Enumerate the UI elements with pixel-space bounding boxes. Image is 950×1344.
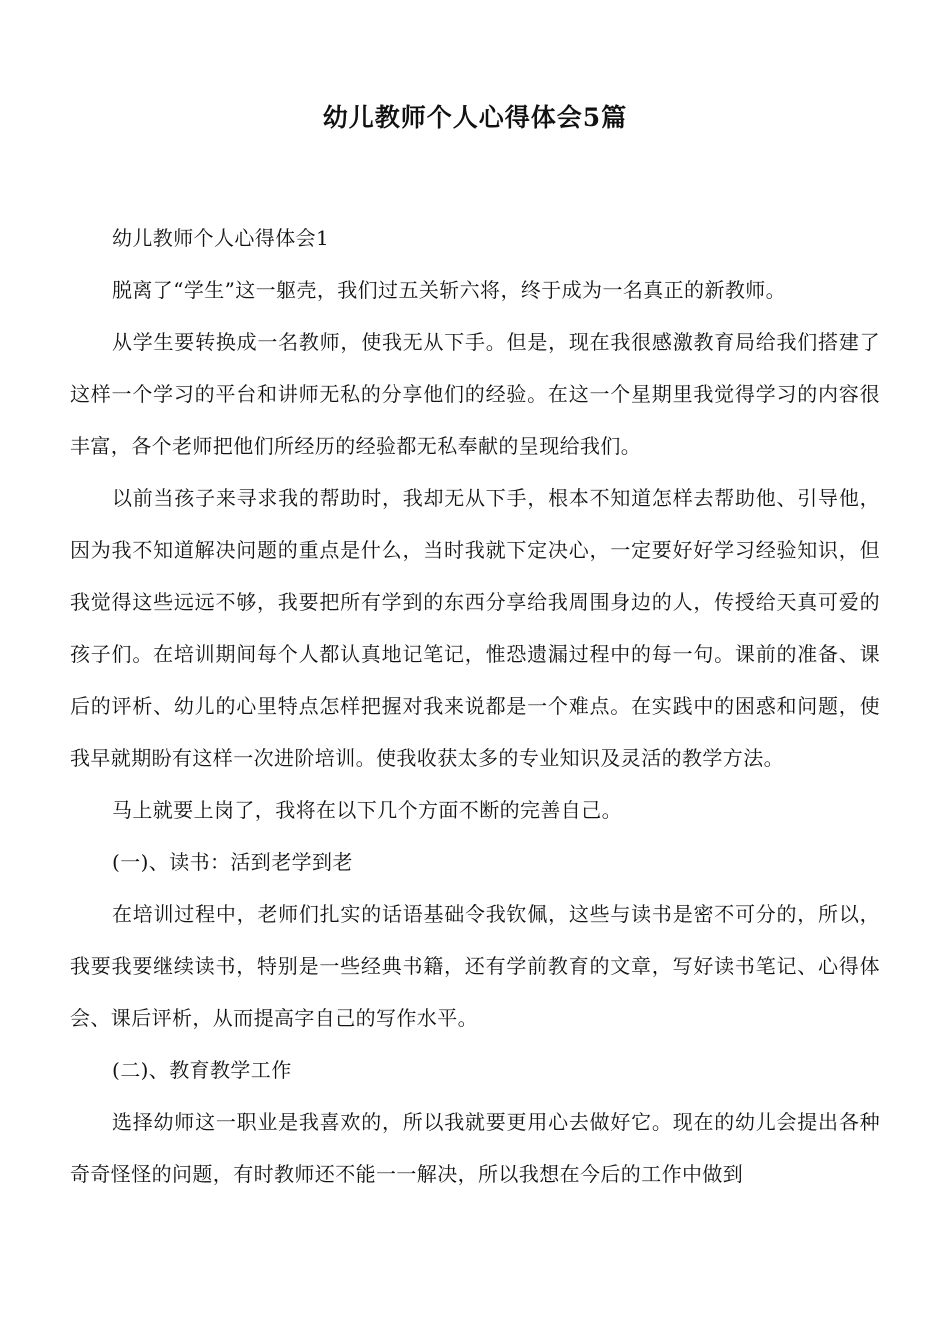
paragraph: 以前当孩子来寻求我的帮助时，我却无从下手，根本不知道怎样去帮助他、引导他，因为我不知道解决问题的重点是什么，当时我就下定决心，一定要好好学习经验知识，但我觉得这些远远不够，我要把所有学到的东西分享给我周围身边的人，传授给天真可爱的孩子们。在培训期间每个人都认真地记笔记，惟恐遗漏过程中的每一句。课前的准备、课后的评析、幼儿的心里特点怎样把握对我来说都是一个难点。在实践中的困惑和问题，使我早就期盼有这样一次进阶培训。使我收获太多的专业知识及灵活的教学方法。 [70,486,880,770]
document-title: 幼儿教师个人心得体会5篇 [322,103,628,132]
subsection-heading: (一)、读书：活到老学到老 [112,850,353,874]
paragraph: 选择幼师这一职业是我喜欢的，所以我就要更用心去做好它。现在的幼儿会提出各种奇奇怪怪的问题，有时教师还不能一一解决，所以我想在今后的工作中做到 [70,1110,880,1186]
subsection-heading: (二)、教育教学工作 [112,1058,292,1082]
section-heading: 幼儿教师个人心得体会1 [112,226,330,250]
paragraph: 在培训过程中，老师们扎实的话语基础令我钦佩，这些与读书是密不可分的，所以，我要我要继续读书，特别是一些经典书籍，还有学前教育的文章，写好读书笔记、心得体会、课后评析，从而提高字自己的写作水平。 [70,902,880,1030]
paragraph: 从学生要转换成一名教师，使我无从下手。但是，现在我很感激教育局给我们搭建了这样一个学习的平台和讲师无私的分享他们的经验。在这一个星期里我觉得学习的内容很丰富，各个老师把他们所经历的经验都无私奉献的呈现给我们。 [70,330,880,458]
paragraph: 马上就要上岗了，我将在以下几个方面不断的完善自己。 [112,798,622,822]
paragraph: 脱离了“学生”这一躯壳，我们过五关斩六将，终于成为一名真正的新教师。 [112,278,787,302]
